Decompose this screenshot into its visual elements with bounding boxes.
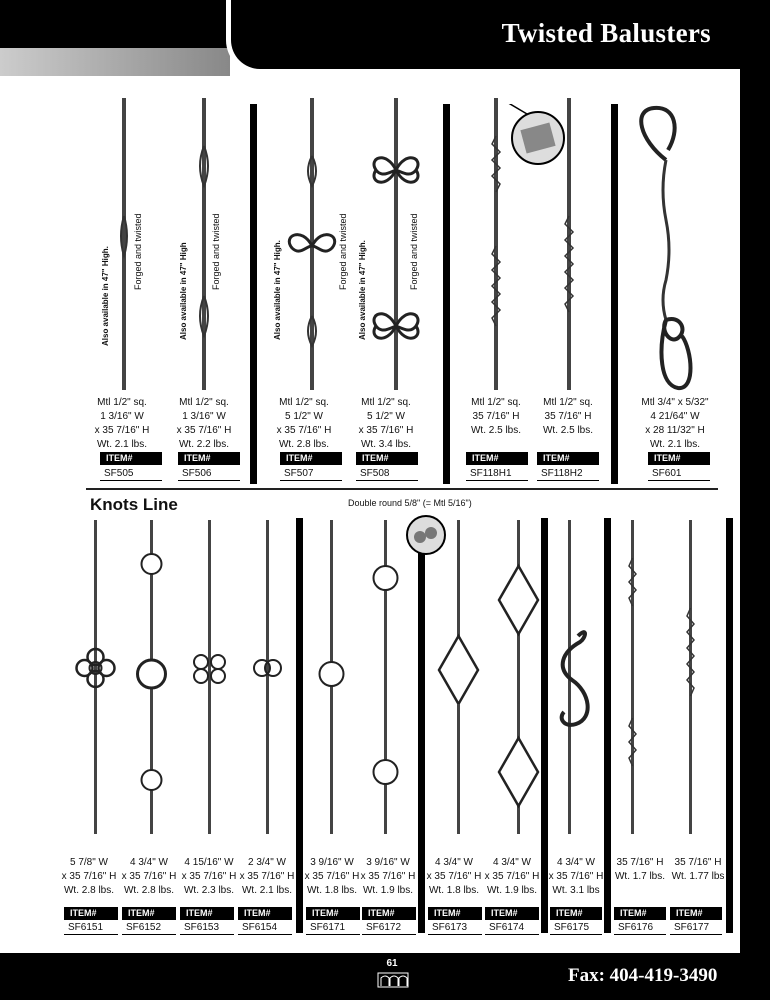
section-divider xyxy=(86,488,718,490)
item-code: SF6153 xyxy=(180,920,234,935)
fax-number: Fax: 404-419-3490 xyxy=(568,965,718,986)
item-code: SF118H1 xyxy=(466,466,528,481)
item-label: ITEM# xyxy=(648,452,710,465)
item-label: ITEM# xyxy=(466,452,528,465)
separator-bar xyxy=(611,104,618,484)
baluster-sf6173-image xyxy=(432,518,486,836)
item-code: SF6151 xyxy=(64,920,118,935)
forged-note: Forged and twisted xyxy=(211,213,221,290)
baluster-sf506-image xyxy=(180,96,240,392)
baluster-sf505-image xyxy=(100,96,160,392)
item-code: SF6175 xyxy=(550,920,602,935)
spec-sf6151: 5 7/8" W x 35 7/16" H Wt. 2.8 lbs. xyxy=(61,857,117,896)
item-label: ITEM# xyxy=(238,907,292,920)
item-label: ITEM# xyxy=(280,452,342,465)
item-code: SF506 xyxy=(178,466,240,481)
baluster-sf6153-image xyxy=(186,518,234,836)
item-code: SF6174 xyxy=(485,920,539,935)
baluster-sf6175-image xyxy=(550,518,600,836)
spec-sf6176: 35 7/16" H Wt. 1.7 lbs. xyxy=(614,857,665,882)
right-edge-bar xyxy=(740,0,770,1000)
separator-bar xyxy=(250,104,257,484)
spec-sf507: Mtl 1/2" sq. 5 1/2" W x 35 7/16" H Wt. 2.8 lbs. xyxy=(276,397,332,450)
section-note: Double round 5/8" (= Mtl 5/16") xyxy=(348,498,472,508)
spec-sf6174: 4 3/4" W x 35 7/16" H Wt. 1.9 lbs. xyxy=(484,857,540,896)
item-code: SF6172 xyxy=(362,920,416,935)
item-label: ITEM# xyxy=(306,907,360,920)
item-label: ITEM# xyxy=(670,907,722,920)
spec-sf118h1: Mtl 1/2" sq. 35 7/16" H Wt. 2.5 lbs. xyxy=(470,397,521,436)
item-label: ITEM# xyxy=(122,907,176,920)
side-note: Also available in 47" High. xyxy=(273,240,282,340)
baluster-sf6174-image xyxy=(492,518,546,836)
item-code: SF6154 xyxy=(238,920,292,935)
header-title-tab xyxy=(226,0,741,74)
spec-sf6171: 3 9/16" W x 35 7/16" H Wt. 1.8 lbs. xyxy=(304,857,360,896)
forged-note: Forged and twisted xyxy=(409,213,419,290)
baluster-sf6177-image xyxy=(676,518,706,836)
baluster-sf6176-image xyxy=(618,518,648,836)
spec-sf118h2: Mtl 1/2" sq. 35 7/16" H Wt. 2.5 lbs. xyxy=(542,397,593,436)
logo-icon xyxy=(377,972,409,988)
item-label: ITEM# xyxy=(428,907,482,920)
spec-sf6154: 2 3/4" W x 35 7/16" H Wt. 2.1 lbs. xyxy=(239,857,295,896)
baluster-sf6171-image xyxy=(312,518,352,836)
forged-note: Forged and twisted xyxy=(338,213,348,290)
page-number: 61 xyxy=(386,958,398,969)
item-label: ITEM# xyxy=(362,907,416,920)
spec-sf508: Mtl 1/2" sq. 5 1/2" W x 35 7/16" H Wt. 3.4 lbs. xyxy=(358,397,414,450)
spec-sf505: Mtl 1/2" sq. 1 3/16" W x 35 7/16" H Wt. 2.1 lbs. xyxy=(94,397,150,450)
forged-note: Forged and twisted xyxy=(133,213,143,290)
item-code: SF508 xyxy=(356,466,418,481)
baluster-sf6172-image xyxy=(366,518,406,836)
spec-sf6173: 4 3/4" W x 35 7/16" H Wt. 1.8 lbs. xyxy=(426,857,482,896)
item-label: ITEM# xyxy=(64,907,118,920)
item-code: SF505 xyxy=(100,466,162,481)
item-code: SF118H2 xyxy=(537,466,599,481)
item-label: ITEM# xyxy=(178,452,240,465)
item-code: SF6152 xyxy=(122,920,176,935)
baluster-sf6152-image xyxy=(130,518,174,836)
item-label: ITEM# xyxy=(180,907,234,920)
side-note: Also available in 47" High. xyxy=(101,246,110,346)
item-label: ITEM# xyxy=(614,907,666,920)
spec-sf6177: 35 7/16" H Wt. 1.77 lbs xyxy=(671,857,725,882)
item-label: ITEM# xyxy=(356,452,418,465)
header-gradient-strip xyxy=(0,48,230,76)
section-title: Knots Line xyxy=(90,495,178,514)
item-label: ITEM# xyxy=(485,907,539,920)
item-code: SF507 xyxy=(280,466,342,481)
item-label: ITEM# xyxy=(100,452,162,465)
spec-sf601: Mtl 3/4" x 5/32" 4 21/64" W x 28 11/32" H Wt. 2.1 lbs. xyxy=(641,397,709,450)
side-note: Also available in 47" High xyxy=(179,242,188,340)
item-code: SF601 xyxy=(648,466,710,481)
item-code: SF6176 xyxy=(614,920,666,935)
baluster-sf6151-image xyxy=(70,518,122,836)
page-title: Twisted Balusters xyxy=(501,18,711,48)
baluster-sf601-image xyxy=(630,100,710,395)
baluster-sf118h2-image xyxy=(553,96,593,392)
baluster-sf6154-image xyxy=(248,518,288,836)
item-code: SF6173 xyxy=(428,920,482,935)
item-label: ITEM# xyxy=(537,452,599,465)
separator-bar xyxy=(443,104,450,484)
side-note: Also available in 47" High. xyxy=(358,240,367,340)
item-code: SF6177 xyxy=(670,920,722,935)
spec-sf6175: 4 3/4" W x 35 7/16" H Wt. 3.1 lbs xyxy=(548,857,604,896)
spec-sf6152: 4 3/4" W x 35 7/16" H Wt. 2.8 lbs. xyxy=(121,857,177,896)
item-label: ITEM# xyxy=(550,907,602,920)
spec-sf506: Mtl 1/2" sq. 1 3/16" W x 35 7/16" H Wt. 2.2 lbs. xyxy=(176,397,232,450)
baluster-sf508-image xyxy=(366,96,436,392)
spec-sf6172: 3 9/16" W x 35 7/16" H Wt. 1.9 lbs. xyxy=(360,857,416,896)
item-code: SF6171 xyxy=(306,920,360,935)
spec-sf6153: 4 15/16" W x 35 7/16" H Wt. 2.3 lbs. xyxy=(181,857,237,896)
